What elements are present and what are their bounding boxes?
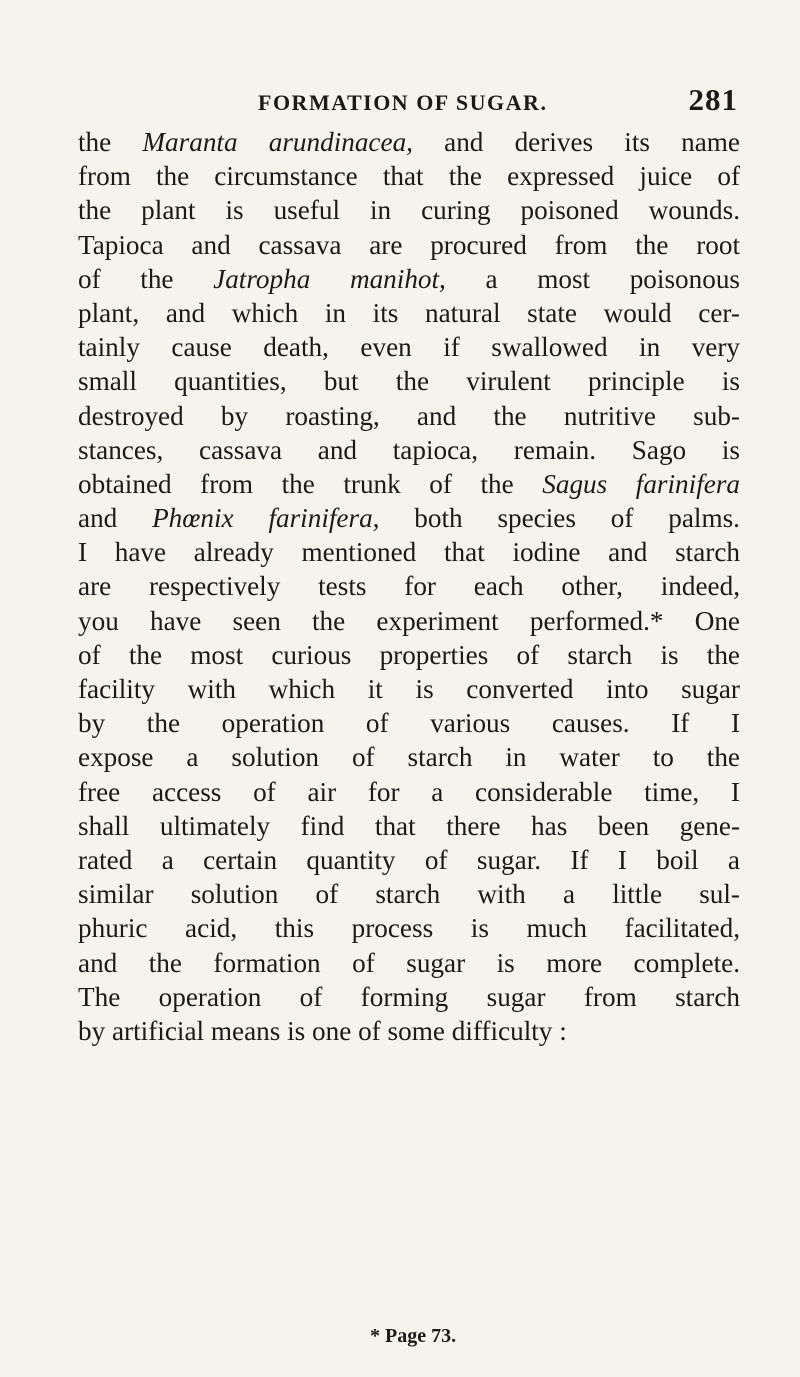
- text-line: [78, 501, 740, 535]
- text-run: both species of palms.: [379, 503, 740, 534]
- text-line: [78, 706, 740, 740]
- text-line: [78, 364, 740, 398]
- text-run: by the operation of various causes. If I: [78, 708, 740, 739]
- text-run: of the: [78, 263, 214, 294]
- italic-term: Jatropha manihot,: [213, 263, 446, 294]
- text-line: [78, 125, 740, 159]
- text-run: Tapioca and cassava are procured from the root: [78, 229, 740, 260]
- text-line: [78, 775, 740, 809]
- text-line: [78, 980, 740, 1014]
- text-run: by artificial means is one of some difficulty :: [78, 1015, 567, 1046]
- text-line: [78, 911, 740, 945]
- text-line: [78, 638, 740, 672]
- text-line: [78, 228, 740, 262]
- text-run: tainly cause death, even if swallowed in very: [78, 332, 740, 363]
- text-run: shall ultimately find that there has been gene-: [78, 810, 740, 841]
- text-run: stances, cassava and tapioca, remain. Sago is: [78, 434, 740, 465]
- text-line: [78, 535, 740, 569]
- running-head: [78, 78, 738, 118]
- text-run: and derives its name: [412, 127, 741, 157]
- text-line: [78, 843, 740, 877]
- italic-term: Sagus farinifera: [542, 468, 740, 499]
- text-line: [78, 399, 740, 433]
- text-run: a most poisonous: [445, 263, 740, 294]
- text-line: [78, 569, 740, 603]
- text-line: [78, 296, 740, 330]
- italic-term: Maranta arundinacea,: [142, 127, 413, 157]
- page-number: 281: [688, 82, 738, 117]
- text-line: [78, 159, 740, 193]
- text-line: [78, 467, 740, 501]
- text-run: destroyed by roasting, and the nutritive sub-: [78, 400, 740, 431]
- text-line: [78, 330, 740, 364]
- text-run: I have already mentioned that iodine and starch: [78, 537, 740, 568]
- text-run: and: [78, 503, 153, 534]
- text-run: expose a solution of starch in water to the: [78, 742, 740, 773]
- text-run: and the formation of sugar is more complete.: [78, 947, 740, 978]
- text-run: obtained from the trunk of the: [78, 468, 543, 499]
- text-line: [78, 1014, 740, 1048]
- text-line: [78, 262, 740, 296]
- running-title: FORMATION OF SUGAR.: [258, 90, 548, 115]
- text-run: of the most curious properties of starch is the: [78, 639, 740, 670]
- text-line: [78, 809, 740, 843]
- text-line: [78, 193, 740, 227]
- footnote: * Page 73.: [370, 1325, 457, 1347]
- italic-term: Phœnix farinifera,: [152, 503, 380, 534]
- text-run: The operation of forming sugar from starch: [78, 981, 740, 1012]
- text-line: [78, 877, 740, 911]
- text-run: phuric acid, this process is much facilitated,: [78, 913, 740, 944]
- text-line: [78, 433, 740, 467]
- text-run: rated a certain quantity of sugar. If I boil a: [78, 844, 740, 875]
- text-line: [78, 946, 740, 980]
- text-line: [78, 672, 740, 706]
- text-run: small quantities, but the virulent principle is: [78, 366, 740, 397]
- text-run: are respectively tests for each other, indeed,: [78, 571, 740, 602]
- text-line: [78, 604, 740, 638]
- text-line: [78, 740, 740, 774]
- text-run: facility with which it is converted into sugar: [78, 674, 740, 704]
- text-run: the: [78, 127, 143, 157]
- body-text: [78, 125, 740, 1048]
- text-run: from the circumstance that the expressed juice of: [78, 161, 740, 192]
- text-run: free access of air for a considerable time, I: [78, 776, 740, 807]
- text-run: plant, and which in its natural state would cer-: [78, 297, 740, 328]
- text-run: the plant is useful in curing poisoned wounds.: [78, 195, 740, 226]
- text-run: you have seen the experiment performed.* One: [78, 605, 740, 636]
- text-run: similar solution of starch with a little sul-: [78, 879, 740, 910]
